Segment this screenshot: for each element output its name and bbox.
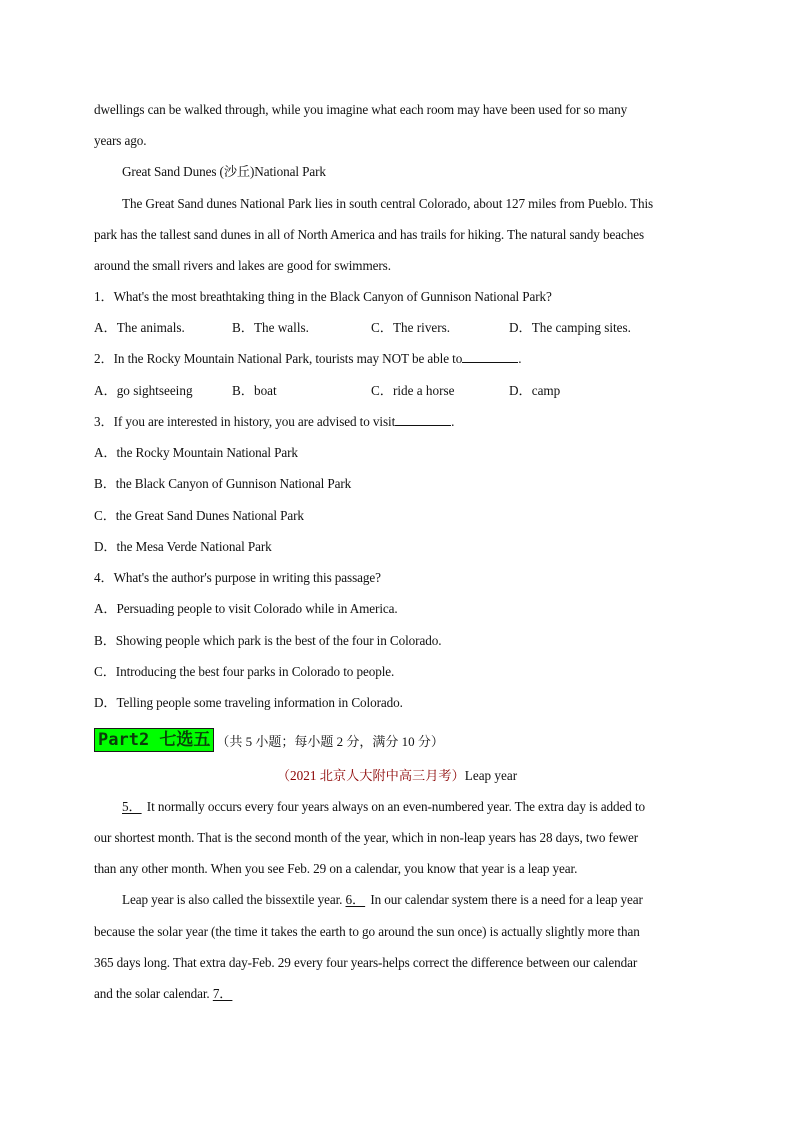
passage-title: Leap year (464, 768, 518, 783)
blank-number: 7． (212, 986, 233, 1001)
source-label: （2021 北京人大附中高三月考） (276, 768, 465, 783)
question-stem (94, 413, 704, 431)
question-stem (94, 350, 704, 368)
option: A．The animals. (94, 320, 185, 335)
part-badge: Part2 七选五 (94, 728, 214, 752)
question-end: . (518, 351, 522, 366)
option: C．ride a horse (371, 383, 455, 398)
option: D．the Mesa Verde National Park (94, 539, 272, 554)
passage-line: 365 days long. That extra day-Feb. 29 every four years-helps correct the difference between our calendar (94, 955, 638, 970)
option: C．The rivers. (371, 320, 451, 335)
option: D．The camping sites. (509, 320, 631, 335)
passage-line: park has the tallest sand dunes in all of North America and has trails for hiking. The natural sandy beaches (94, 227, 644, 242)
passage-line: around the small rivers and lakes are good for swimmers. (94, 258, 391, 273)
option: C．Introducing the best four parks in Colorado to people. (94, 664, 395, 679)
options-row (94, 382, 714, 400)
passage-line (122, 891, 732, 909)
passage-text: In our calendar system there is a need for a leap year (367, 892, 643, 907)
question-stem: 4．What's the author's purpose in writing this passage? (94, 570, 381, 585)
blank-number: 6． (345, 892, 366, 907)
option: B．the Black Canyon of Gunnison National Park (94, 476, 352, 491)
passage-line (94, 985, 704, 1003)
option: D．Telling people some traveling information in Colorado. (94, 695, 403, 710)
question-end: . (451, 414, 455, 429)
passage-line: years ago. (94, 133, 147, 148)
option: A．Persuading people to visit Colorado while in America. (94, 601, 398, 616)
answer-blank (462, 350, 518, 363)
question-text: 3．If you are interested in history, you are advised to visit (94, 414, 396, 429)
question-text: 2．In the Rocky Mountain National Park, tourists may NOT be able to (94, 351, 463, 366)
passage-line (122, 798, 732, 816)
part-scoring-note: （共 5 小题；每小题 2 分，满分 10 分） (216, 733, 444, 749)
blank-number: 5． (122, 799, 142, 814)
passage-text: It normally occurs every four years always on an even-numbered year. The extra day is added to (143, 799, 646, 814)
passage-text: and the solar calendar. (94, 986, 213, 1001)
passage-line: dwellings can be walked through, while you imagine what each room may have been used for so many (94, 102, 628, 117)
option: D．camp (509, 383, 561, 398)
option: B．boat (232, 383, 277, 398)
passage-line: because the solar year (the time it takes the earth to go around the sun once) is actually slightly more than (94, 924, 640, 939)
option: B．The walls. (232, 320, 309, 335)
passage-line: than any other month. When you see Feb. 29 on a calendar, you know that year is a leap year. (94, 861, 578, 876)
passage-text: Leap year is also called the bissextile year. (122, 892, 346, 907)
part-header (94, 728, 444, 754)
option: C．the Great Sand Dunes National Park (94, 508, 304, 523)
passage-line: our shortest month. That is the second month of the year, which in non-leap years has 28 days, two fewer (94, 830, 639, 845)
options-row (94, 319, 714, 337)
passage-line: The Great Sand dunes National Park lies in south central Colorado, about 127 miles from Pueblo. This (122, 196, 654, 211)
option: A．the Rocky Mountain National Park (94, 445, 298, 460)
option: B．Showing people which park is the best of the four in Colorado. (94, 633, 442, 648)
passage-title-line (0, 767, 794, 785)
section-heading: Great Sand Dunes (沙丘)National Park (122, 164, 326, 179)
question-stem: 1．What's the most breathtaking thing in the Black Canyon of Gunnison National Park? (94, 289, 552, 304)
option: A．go sightseeing (94, 383, 193, 398)
answer-blank (395, 413, 451, 426)
